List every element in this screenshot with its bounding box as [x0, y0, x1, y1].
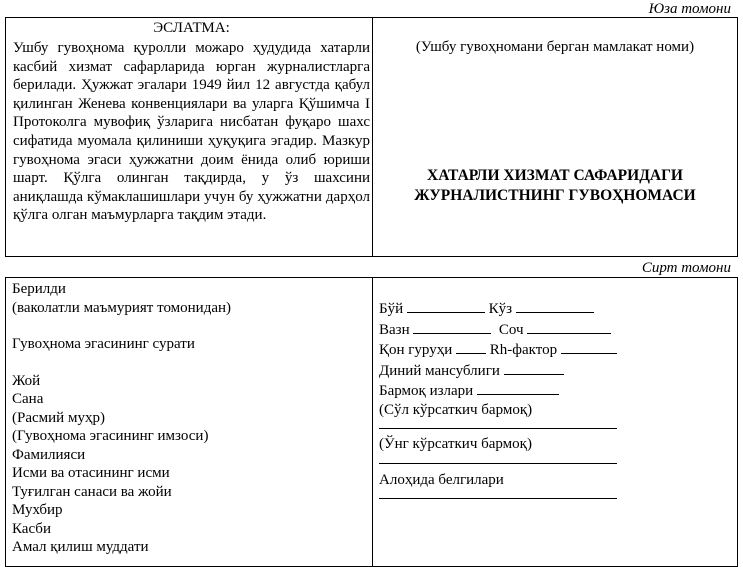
- birth-label: Туғилган санаси ва жойи: [12, 483, 172, 500]
- fingerprints-row: [379, 380, 737, 401]
- seal-label: (Расмий муҳр): [12, 409, 105, 426]
- eyes-blank: [516, 298, 594, 313]
- document-title-line-2: ЖУРНАЛИСТНИНГ ГУВОҲНОМАСИ: [414, 187, 696, 204]
- marks-label: Алоҳида белгилари: [379, 471, 504, 488]
- date-label: Сана: [12, 391, 44, 407]
- back-left-column: [12, 278, 370, 566]
- note-text: Ушбу гувоҳнома қуролли можаро ҳудудида хатарли касбий хизмат сафарларида юрган журналистларга берилади. Ҳужжат эгалари 1949 йил 12 августда қабул қилинган Женева конвенциялари ва уларга Қўшимча I Протоколга мувофиқ ўзларига нисбатан фуқаро шахс сифатида муомала қилиниши ҳуқуқига эгадир. Мазкур гувоҳнома эгаси ҳужжатни доим ёнида олиб юриши шарт. Қўлга олинган тақдирда, у ўз шахсини аниқлашда кўмаклашишлари учун бу ҳужжатни дарҳол қўлга олган маъмурларга тақдим этади.: [13, 40, 370, 224]
- front-side-label: Юза томони: [648, 1, 731, 17]
- weight-label: Вазн: [379, 321, 410, 338]
- religion-row: [379, 360, 737, 381]
- surname-label: Фамилияси: [12, 446, 86, 463]
- eyes-label: Кўз: [488, 301, 513, 317]
- authority-label: (ваколатли маъмурият томонидан): [12, 299, 232, 316]
- height-blank: [407, 298, 485, 313]
- blood-blank: [456, 339, 486, 354]
- hair-blank: [527, 319, 611, 334]
- country-caption: (Ушбу гувоҳномани берган мамлакат номи): [415, 39, 695, 55]
- document-title: [373, 166, 737, 206]
- religion-blank: [504, 360, 564, 375]
- religion-label: Диний мансублиги: [379, 362, 500, 379]
- right-index-label: (Ўнг кўрсаткич бармоқ): [379, 436, 532, 452]
- rh-label: Rh-фактор: [489, 342, 558, 358]
- names-label: Исми ва отасининг исми: [12, 465, 170, 481]
- weight-hair-row: [379, 319, 737, 340]
- right-index-blank: [379, 454, 617, 464]
- fingerprints-blank: [477, 380, 559, 395]
- left-index-label: (Сўл кўрсаткич бармоқ): [379, 401, 533, 418]
- blood-label: Қон гуруҳи: [379, 342, 453, 358]
- note-title: ЭСЛАТМА:: [153, 20, 230, 36]
- blood-row: [379, 339, 737, 360]
- place-label: Жой: [12, 372, 41, 389]
- height-eyes-row: [379, 298, 737, 319]
- fingerprints-label: Бармоқ излари: [379, 383, 474, 399]
- left-index-blank: [379, 419, 617, 429]
- document-title-line-1: ХАТАРЛИ ХИЗМАТ САФАРИДАГИ: [427, 167, 683, 184]
- note-column: [13, 18, 370, 256]
- back-side-card: [5, 277, 738, 567]
- rh-blank: [561, 339, 617, 354]
- title-column: [373, 18, 737, 256]
- weight-blank: [413, 319, 491, 334]
- back-divider: [372, 278, 373, 566]
- back-right-column: [379, 278, 737, 566]
- photo-label: Гувоҳнома эгасининг сурати: [12, 336, 195, 352]
- correspondent-label: Мухбир: [12, 502, 63, 518]
- marks-blank: [379, 489, 617, 499]
- profession-label: Касби: [12, 520, 51, 537]
- front-side-card: [5, 17, 738, 257]
- signature-label: (Гувоҳнома эгасининг имзоси): [12, 428, 209, 444]
- height-label: Бўй: [379, 301, 404, 317]
- hair-label: Соч: [498, 321, 524, 338]
- issued-label: Берилди: [12, 281, 66, 297]
- back-side-label: Сирт томони: [641, 260, 731, 276]
- validity-label: Амал қилиш муддати: [12, 539, 149, 555]
